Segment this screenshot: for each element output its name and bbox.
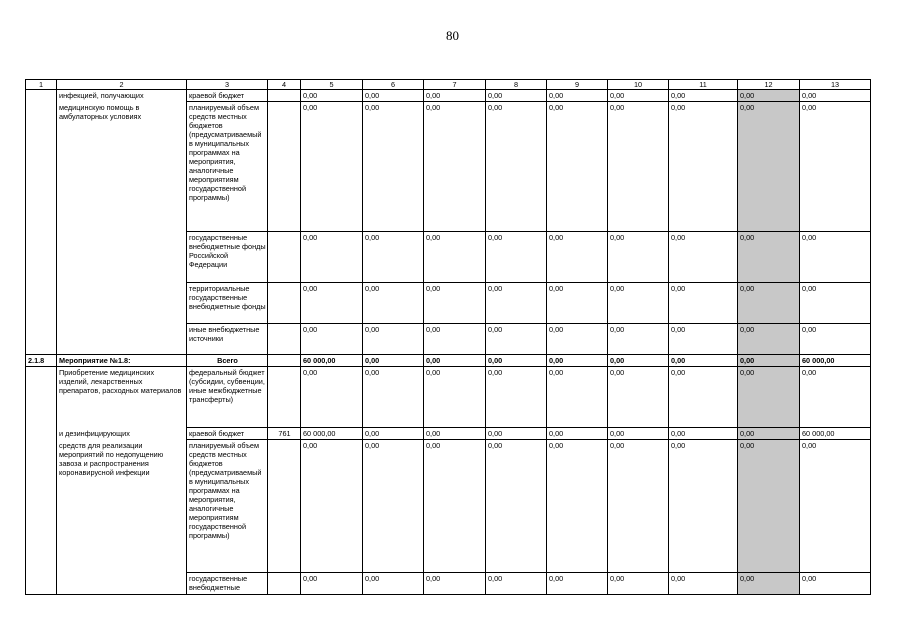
value-cell: 0,00: [363, 102, 424, 232]
header-cell: 1: [26, 80, 57, 90]
value-cell: 0,00: [486, 283, 547, 324]
row-number-cell: [26, 102, 57, 232]
table-body: [26, 80, 871, 595]
header-cell: 10: [608, 80, 669, 90]
value-cell: 0,00: [800, 102, 871, 232]
value-cell: 0,00: [424, 324, 486, 355]
value-cell: 0,00: [363, 232, 424, 283]
value-cell: 0,00: [547, 102, 608, 232]
source-cell: планируемый объем средств местных бюджетов (предусматриваемый в муниципальных программах на мероприятия, аналогичные мероприятиям государственной программы): [187, 102, 268, 232]
source-cell: краевой бюджет: [187, 428, 268, 440]
value-cell: 0,00: [800, 367, 871, 428]
code-cell: [268, 283, 301, 324]
value-cell: 0,00: [669, 283, 738, 324]
value-cell: 0,00: [486, 355, 547, 367]
value-cell: 0,00: [669, 102, 738, 232]
row-number-cell: [26, 367, 57, 428]
table-row: [26, 283, 871, 324]
header-cell: 5: [301, 80, 363, 90]
value-cell: 0,00: [486, 324, 547, 355]
source-cell: планируемый объем средств местных бюджетов (предусматриваемый в муниципальных программах на мероприятия, аналогичные мероприятиям государственной программы): [187, 440, 268, 573]
code-cell: [268, 90, 301, 102]
value-cell: 0,00: [486, 573, 547, 595]
value-cell: 0,00: [547, 440, 608, 573]
value-cell: 0,00: [608, 355, 669, 367]
value-cell: 0,00: [301, 232, 363, 283]
value-cell: 0,00: [800, 232, 871, 283]
value-cell: 0,00: [486, 440, 547, 573]
value-cell: 0,00: [608, 440, 669, 573]
value-cell: 0,00: [301, 573, 363, 595]
row-number-cell: [26, 428, 57, 440]
value-cell: 0,00: [608, 324, 669, 355]
value-cell: 0,00: [738, 440, 800, 573]
header-cell: 12: [738, 80, 800, 90]
header-cell: 3: [187, 80, 268, 90]
value-cell: 0,00: [424, 283, 486, 324]
description-cell: [57, 232, 187, 283]
value-cell: 0,00: [608, 367, 669, 428]
value-cell: 0,00: [669, 428, 738, 440]
value-cell: 0,00: [301, 367, 363, 428]
value-cell: 0,00: [301, 283, 363, 324]
source-cell: иные внебюджетные источники: [187, 324, 268, 355]
value-cell: 0,00: [738, 324, 800, 355]
value-cell: 0,00: [608, 283, 669, 324]
header-cell: 7: [424, 80, 486, 90]
value-cell: 0,00: [424, 232, 486, 283]
code-cell: [268, 367, 301, 428]
value-cell: 0,00: [547, 283, 608, 324]
page-number: 80: [446, 28, 459, 43]
value-cell: 0,00: [363, 428, 424, 440]
value-cell: 0,00: [547, 90, 608, 102]
value-cell: 0,00: [424, 367, 486, 428]
table-row: [26, 367, 871, 428]
description-cell: медицинскую помощь в амбулаторных условиях: [57, 102, 187, 232]
value-cell: 0,00: [738, 232, 800, 283]
value-cell: 0,00: [608, 102, 669, 232]
value-cell: 0,00: [547, 367, 608, 428]
value-cell: 0,00: [486, 428, 547, 440]
table-row: [26, 428, 871, 440]
source-cell: Всего: [187, 355, 268, 367]
value-cell: 60 000,00: [800, 355, 871, 367]
value-cell: 0,00: [363, 90, 424, 102]
value-cell: 0,00: [800, 573, 871, 595]
value-cell: 0,00: [738, 102, 800, 232]
row-number-cell: [26, 440, 57, 573]
value-cell: 60 000,00: [301, 355, 363, 367]
value-cell: 0,00: [669, 440, 738, 573]
code-cell: 761: [268, 428, 301, 440]
value-cell: 0,00: [669, 232, 738, 283]
value-cell: 0,00: [424, 355, 486, 367]
source-cell: федеральный бюджет (субсидии, субвенции, иные межбюджетные трансферты): [187, 367, 268, 428]
value-cell: 0,00: [301, 324, 363, 355]
header-cell: 6: [363, 80, 424, 90]
description-cell: [57, 573, 187, 595]
value-cell: 0,00: [608, 232, 669, 283]
value-cell: 0,00: [547, 324, 608, 355]
value-cell: 0,00: [486, 367, 547, 428]
value-cell: 0,00: [363, 283, 424, 324]
value-cell: 0,00: [486, 102, 547, 232]
source-cell: государственные внебюджетные фонды Российской Федерации: [187, 232, 268, 283]
value-cell: 0,00: [547, 232, 608, 283]
description-cell: Мероприятие №1.8:: [57, 355, 187, 367]
row-number-cell: [26, 232, 57, 283]
row-number-cell: [26, 573, 57, 595]
row-number-cell: 2.1.8: [26, 355, 57, 367]
value-cell: 0,00: [738, 573, 800, 595]
code-cell: [268, 355, 301, 367]
value-cell: 0,00: [424, 90, 486, 102]
value-cell: 0,00: [608, 428, 669, 440]
table-row: [26, 440, 871, 573]
table-row: [26, 573, 871, 595]
table-row: [26, 232, 871, 283]
description-cell: инфекцией, получающих: [57, 90, 187, 102]
value-cell: 0,00: [669, 90, 738, 102]
header-cell: 8: [486, 80, 547, 90]
row-number-cell: [26, 283, 57, 324]
header-cell: 11: [669, 80, 738, 90]
value-cell: 0,00: [738, 90, 800, 102]
value-cell: 0,00: [363, 324, 424, 355]
value-cell: 0,00: [608, 573, 669, 595]
description-cell: средств для реализации мероприятий по недопущению завоза и распространения коронавирусной инфекции: [57, 440, 187, 573]
source-cell: краевой бюджет: [187, 90, 268, 102]
header-cell: 2: [57, 80, 187, 90]
value-cell: 0,00: [301, 440, 363, 573]
table-row: [26, 90, 871, 102]
value-cell: 0,00: [669, 355, 738, 367]
description-cell: и дезинфицирующих: [57, 428, 187, 440]
table-row: [26, 324, 871, 355]
header-cell: 4: [268, 80, 301, 90]
value-cell: 0,00: [800, 440, 871, 573]
value-cell: 0,00: [547, 573, 608, 595]
code-cell: [268, 440, 301, 573]
value-cell: 60 000,00: [800, 428, 871, 440]
value-cell: 0,00: [738, 283, 800, 324]
value-cell: 0,00: [486, 90, 547, 102]
value-cell: 0,00: [738, 367, 800, 428]
value-cell: 0,00: [424, 573, 486, 595]
row-number-cell: [26, 90, 57, 102]
description-cell: [57, 283, 187, 324]
value-cell: 0,00: [669, 324, 738, 355]
description-cell: [57, 324, 187, 355]
value-cell: 0,00: [424, 440, 486, 573]
value-cell: 0,00: [800, 324, 871, 355]
value-cell: 0,00: [800, 90, 871, 102]
value-cell: 0,00: [669, 367, 738, 428]
table-header-row: [26, 80, 871, 90]
value-cell: 0,00: [547, 428, 608, 440]
value-cell: 0,00: [363, 440, 424, 573]
value-cell: 0,00: [301, 102, 363, 232]
value-cell: 0,00: [363, 355, 424, 367]
source-cell: государственные внебюджетные: [187, 573, 268, 595]
row-number-cell: [26, 324, 57, 355]
value-cell: 0,00: [800, 283, 871, 324]
value-cell: 0,00: [424, 428, 486, 440]
code-cell: [268, 573, 301, 595]
value-cell: 0,00: [608, 90, 669, 102]
value-cell: 0,00: [547, 355, 608, 367]
code-cell: [268, 102, 301, 232]
value-cell: 0,00: [486, 232, 547, 283]
value-cell: 0,00: [669, 573, 738, 595]
value-cell: 0,00: [363, 367, 424, 428]
source-cell: территориальные государственные внебюджетные фонды: [187, 283, 268, 324]
code-cell: [268, 232, 301, 283]
budget-table: [25, 79, 871, 595]
value-cell: 0,00: [738, 428, 800, 440]
header-cell: 9: [547, 80, 608, 90]
value-cell: 0,00: [301, 90, 363, 102]
value-cell: 0,00: [363, 573, 424, 595]
description-cell: Приобретение медицинских изделий, лекарственных препаратов, расходных материалов: [57, 367, 187, 428]
value-cell: 0,00: [424, 102, 486, 232]
code-cell: [268, 324, 301, 355]
table-row: [26, 102, 871, 232]
table-row: [26, 355, 871, 367]
value-cell: 0,00: [738, 355, 800, 367]
value-cell: 60 000,00: [301, 428, 363, 440]
header-cell: 13: [800, 80, 871, 90]
